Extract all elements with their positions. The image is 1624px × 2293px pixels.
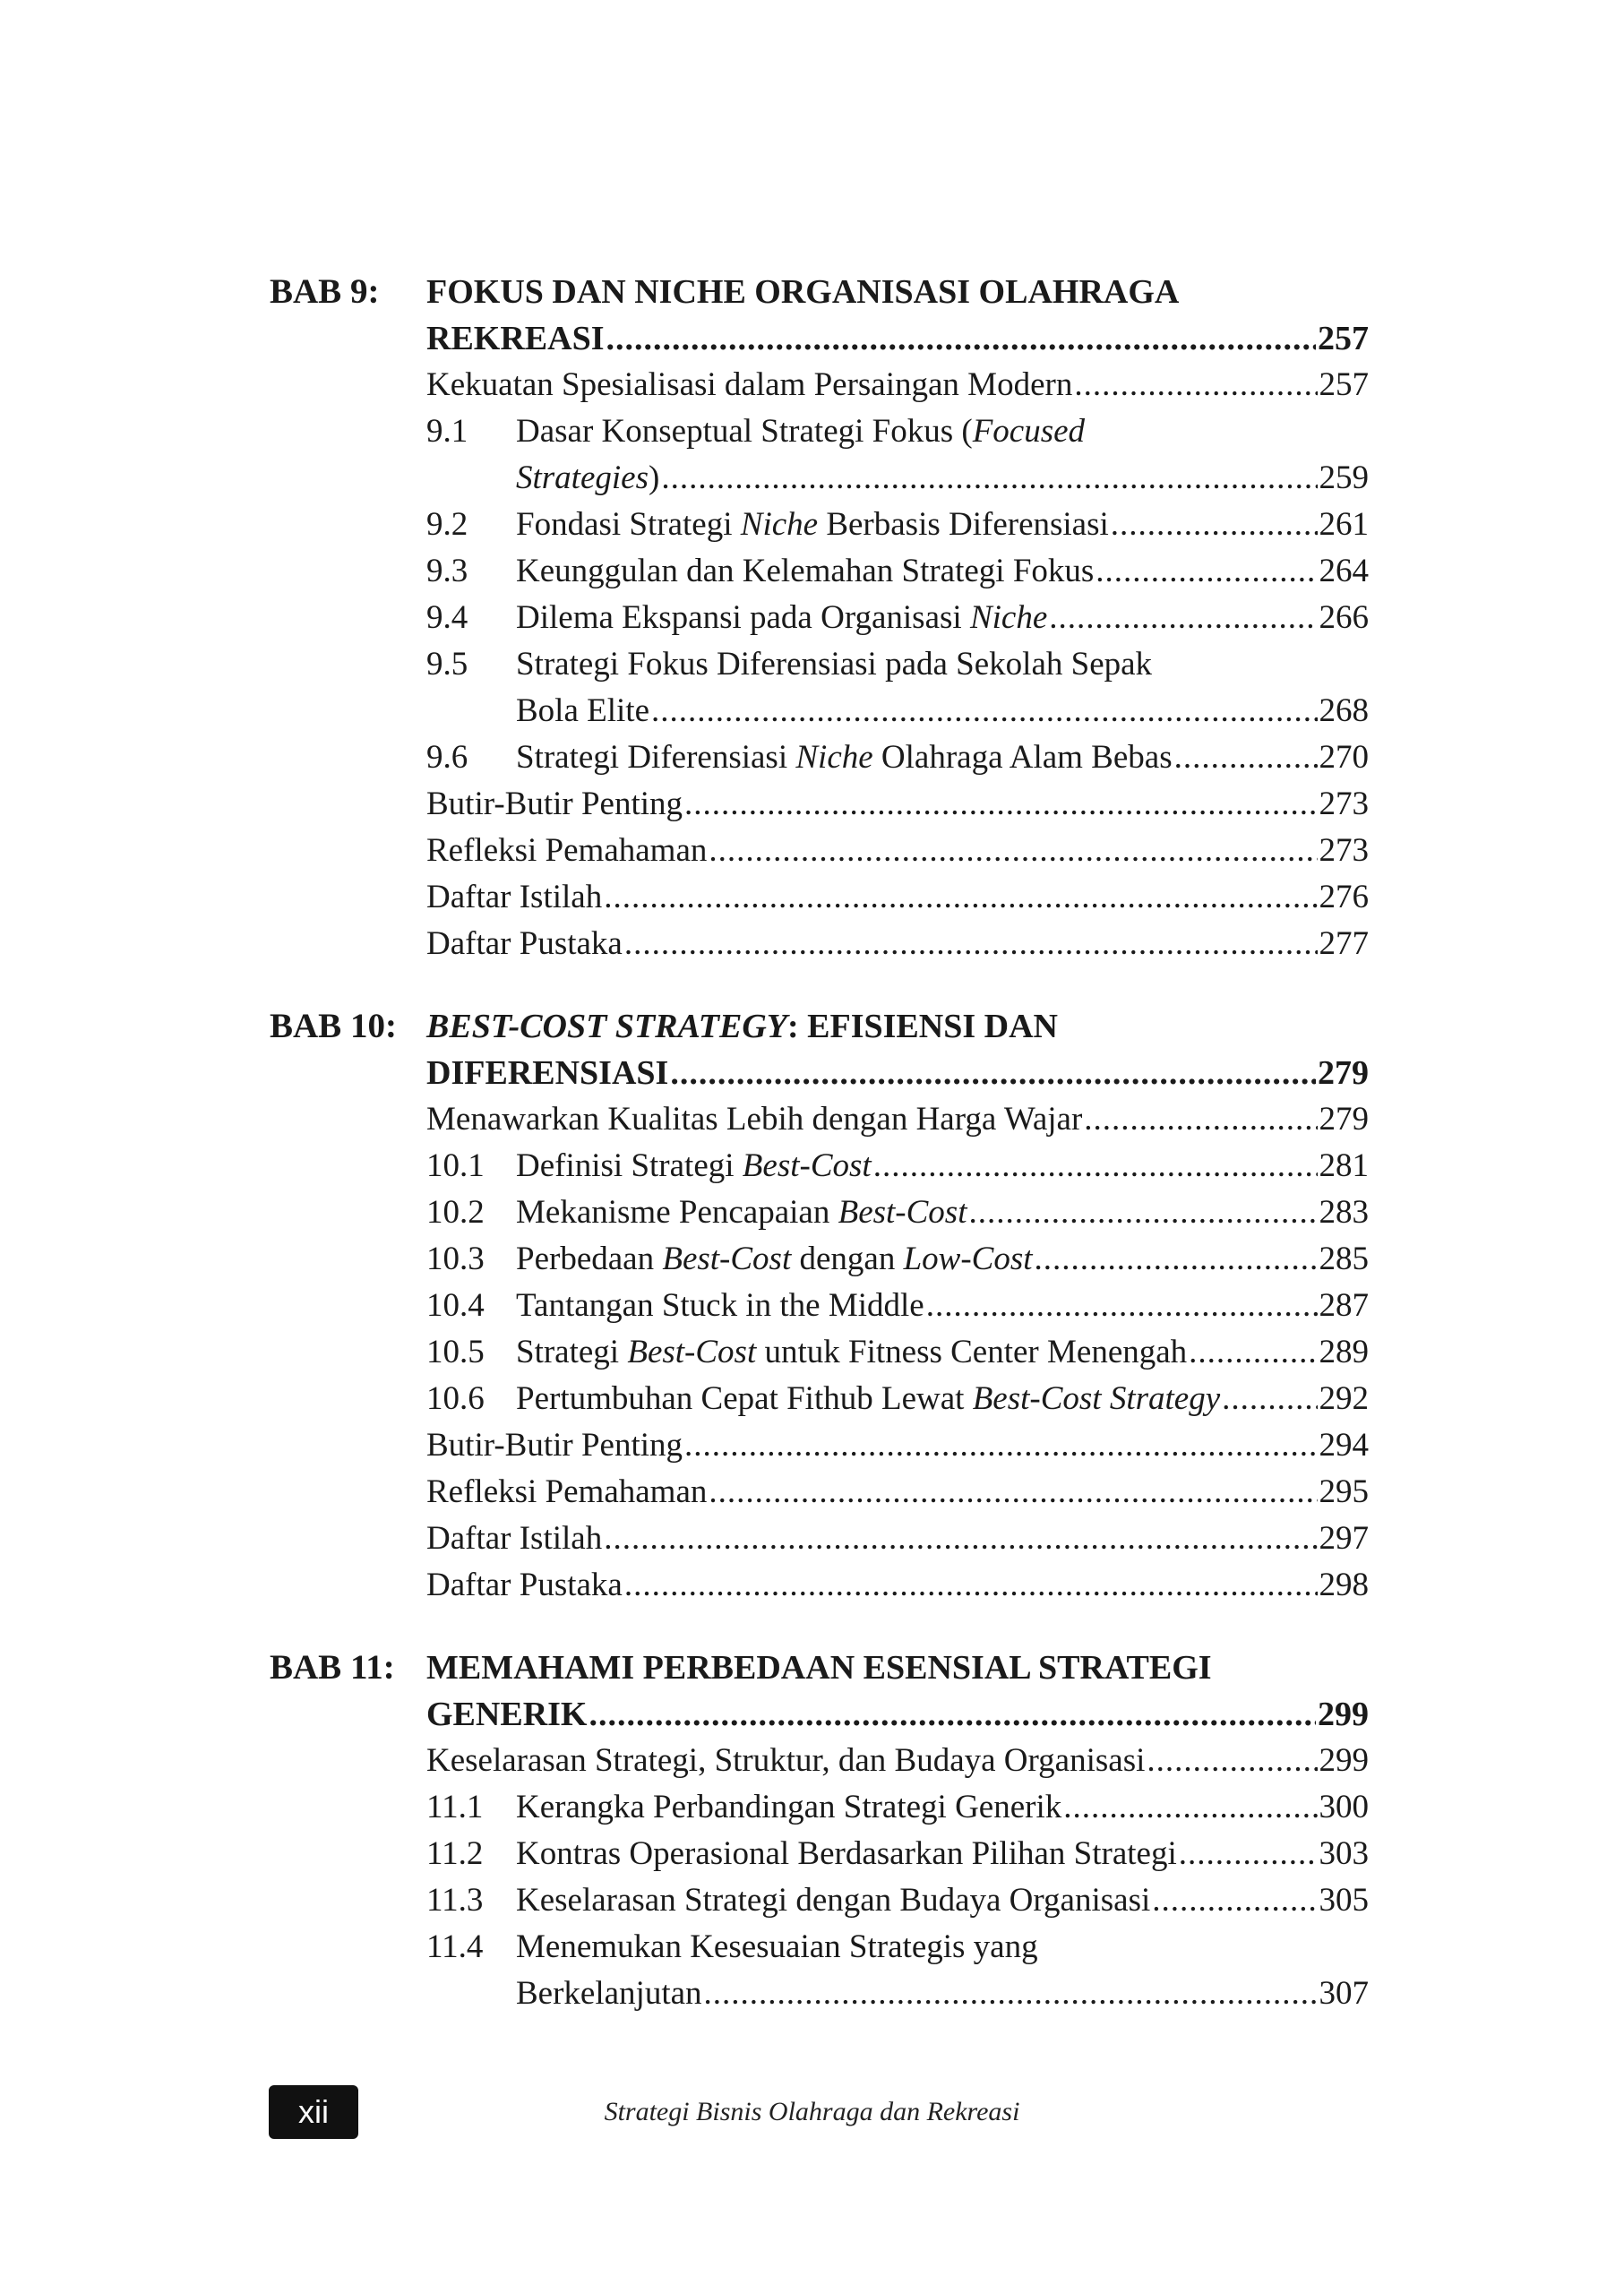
- toc-entry[interactable]: 9.5 Strategi Fokus Diferensiasi pada Sekolah Sepak: [426, 646, 1153, 683]
- chapter-label: BAB 11:: [270, 1648, 395, 1687]
- running-footer-title: Strategi Bisnis Olahraga dan Rekreasi: [604, 2097, 1020, 2126]
- leader-dots: [684, 781, 1317, 828]
- leader-dots: [1049, 595, 1317, 641]
- leader-dots: [1084, 1096, 1317, 1143]
- leader-dots: [1035, 1236, 1318, 1283]
- leader-dots: [624, 1562, 1318, 1609]
- toc-entry[interactable]: 11.3 Keselarasan Strategi dengan Budaya Organisasi ..... 305: [426, 1877, 1369, 1924]
- leader-dots: [873, 1143, 1318, 1189]
- toc-entry[interactable]: 9.3 Keunggulan dan Kelemahan Strategi Fokus ..... 264: [426, 548, 1369, 595]
- chapter-label: BAB 9:: [270, 272, 380, 311]
- page-number: 257: [1318, 320, 1369, 357]
- leader-dots: [709, 828, 1317, 874]
- toc-entry[interactable]: Butir-Butir Penting ..... 273: [426, 781, 1369, 828]
- page-number: 279: [1318, 1054, 1369, 1092]
- leader-dots: [651, 688, 1318, 734]
- toc-entry[interactable]: Strategies) ..... 259: [426, 455, 1369, 502]
- toc-entry[interactable]: 10.5 Strategi Best-Cost untuk Fitness Center Menengah ..... 289: [426, 1329, 1369, 1376]
- toc-entry[interactable]: 9.2 Fondasi Strategi Niche Berbasis Diferensiasi ..... 261: [426, 502, 1369, 548]
- toc-entry[interactable]: 9.6 Strategi Diferensiasi Niche Olahraga Alam Bebas ..... 270: [426, 734, 1369, 781]
- leader-dots: [624, 921, 1318, 967]
- leader-dots: [1096, 548, 1317, 595]
- leader-dots: [709, 1469, 1317, 1516]
- toc-entry[interactable]: Bola Elite ..... 268: [426, 688, 1369, 734]
- chapter-title-line2[interactable]: DIFERENSIASI ..... 279: [426, 1050, 1369, 1096]
- page-number-badge: xii: [269, 2085, 358, 2139]
- toc-entry[interactable]: Daftar Pustaka ..... 298: [426, 1562, 1369, 1609]
- leader-dots: [1152, 1877, 1317, 1924]
- leader-dots: [661, 455, 1317, 502]
- leader-dots: [1189, 1329, 1317, 1376]
- toc-entry[interactable]: Refleksi Pemahaman ..... 273: [426, 828, 1369, 874]
- leader-dots: [1179, 1831, 1318, 1877]
- leader-dots: [1147, 1738, 1317, 1784]
- toc-entry[interactable]: 10.3 Perbedaan Best-Cost dengan Low-Cost ..... 285: [426, 1236, 1369, 1283]
- toc-entry[interactable]: Daftar Pustaka ..... 277: [426, 921, 1369, 967]
- toc-entry[interactable]: Menawarkan Kualitas Lebih dengan Harga Wajar ..... 279: [426, 1096, 1369, 1143]
- leader-dots: [968, 1189, 1317, 1236]
- toc-entry[interactable]: 9.4 Dilema Ekspansi pada Organisasi Niche ..... 266: [426, 595, 1369, 641]
- toc-entry[interactable]: Daftar Istilah ..... 276: [426, 874, 1369, 921]
- toc-entry[interactable]: Berkelanjutan ..... 307: [426, 1971, 1369, 2017]
- leader-dots: [1222, 1376, 1317, 1422]
- toc-entry[interactable]: 11.1 Kerangka Perbandingan Strategi Generik ..... 300: [426, 1784, 1369, 1831]
- leader-dots: [1063, 1784, 1317, 1831]
- toc-entry[interactable]: Keselarasan Strategi, Struktur, dan Budaya Organisasi ..... 299: [426, 1738, 1369, 1784]
- chapter-title-line2[interactable]: REKREASI ..... 257: [426, 315, 1369, 362]
- leader-dots: [589, 1691, 1316, 1738]
- leader-dots: [684, 1422, 1317, 1469]
- chapter-label: BAB 10:: [270, 1007, 397, 1045]
- leader-dots: [926, 1283, 1318, 1329]
- leader-dots: [1074, 362, 1317, 408]
- toc-entry[interactable]: Daftar Istilah ..... 297: [426, 1516, 1369, 1562]
- chapter-title-line2[interactable]: GENERIK ..... 299: [426, 1691, 1369, 1738]
- toc-entry[interactable]: 10.2 Mekanisme Pencapaian Best-Cost ..... 283: [426, 1189, 1369, 1236]
- leader-dots: [704, 1971, 1318, 2017]
- leader-dots: [604, 874, 1317, 921]
- leader-dots: [604, 1516, 1317, 1562]
- toc-entry[interactable]: 9.1 Dasar Konseptual Strategi Fokus (Focused: [426, 413, 1086, 450]
- leader-dots: [606, 315, 1317, 362]
- chapter-title-line1: FOKUS DAN NICHE ORGANISASI OLAHRAGA: [426, 273, 1180, 311]
- toc-entry[interactable]: Kekuatan Spesialisasi dalam Persaingan Modern ..... 257: [426, 362, 1369, 408]
- toc-entry[interactable]: Refleksi Pemahaman ..... 295: [426, 1469, 1369, 1516]
- toc-entry[interactable]: 10.1 Definisi Strategi Best-Cost ..... 281: [426, 1143, 1369, 1189]
- chapter-title-line1: MEMAHAMI PERBEDAAN ESENSIAL STRATEGI: [426, 1649, 1212, 1687]
- chapter-title-line1: BEST-COST STRATEGY: EFISIENSI DAN: [426, 1008, 1058, 1045]
- leader-dots: [1174, 734, 1318, 781]
- page-number: 299: [1318, 1696, 1369, 1733]
- toc-entry[interactable]: 11.4 Menemukan Kesesuaian Strategis yang: [426, 1928, 1038, 1965]
- toc-entry[interactable]: 10.6 Pertumbuhan Cepat Fithub Lewat Best-Cost Strategy ..... 292: [426, 1376, 1369, 1422]
- leader-dots: [1111, 502, 1318, 548]
- toc-entry[interactable]: 11.2 Kontras Operasional Berdasarkan Pilihan Strategi ..... 303: [426, 1831, 1369, 1877]
- leader-dots: [670, 1050, 1316, 1096]
- toc-entry[interactable]: Butir-Butir Penting ..... 294: [426, 1422, 1369, 1469]
- toc-entry[interactable]: 10.4 Tantangan Stuck in the Middle ..... 287: [426, 1283, 1369, 1329]
